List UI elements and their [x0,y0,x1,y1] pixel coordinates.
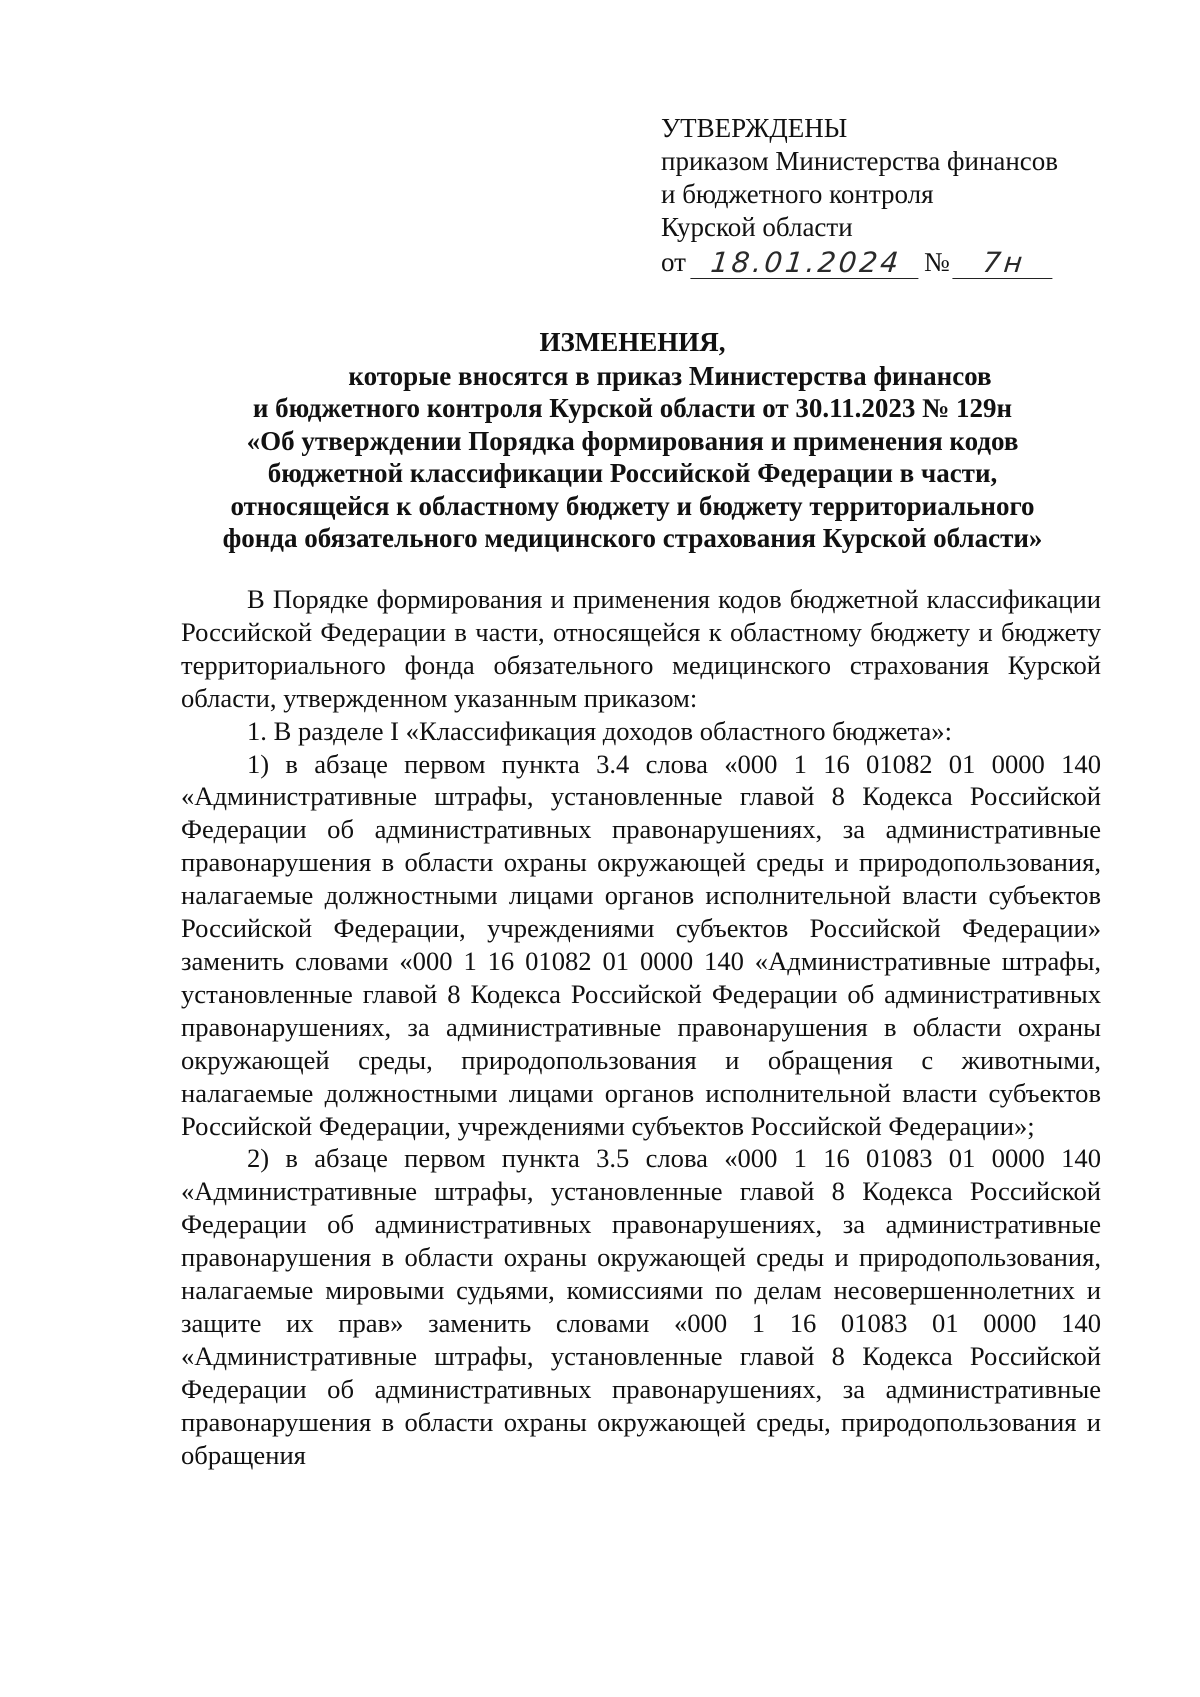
intro-paragraph: В Порядке формирования и применения кодов бюджетной классификации Российской Федерации в части, относящейся к областному бюджету и бюджету территориального фонда обязательного медицинского страхования Курской области, утвержденном указанным приказом: [181,584,1101,713]
handwritten-date: 18.01.2024 [690,248,921,279]
section-1-heading: 1. В разделе I «Классификация доходов областного бюджета»: [247,715,952,746]
approval-line: приказом Министерства финансов [661,146,1059,176]
handwritten-number: 7н [952,248,1055,279]
title-line: бюджетной классификации Российской Федерации в части, [267,458,998,488]
date-prefix: от [661,247,686,277]
number-sign: № [923,247,950,277]
item-1-paragraph: 1) в абзаце первом пункта 3.4 слова «000 1 16 01082 01 0000 140 «Административные штрафы, установленные главой 8 Кодекса Российской Федерации об административных правонарушениях, за административные правонарушения в области охраны окружающей среды и природопользования, налагаемые должностными лицами органов исполнительной власти субъектов Российской Федерации, учреждениями субъектов Российской Федерации» заменить словами «000 1 16 01082 01 0000 140 «Административные штрафы, установленные главой 8 Кодекса Российской Федерации об административных правонарушениях, за административные правонарушения в области охраны окружающей среды, природопользования и обращения с животными, налагаемые должностными лицами органов исполнительной власти субъектов Российской Федерации, учреждениями субъектов Российской Федерации»; [181,748,1101,1141]
item-2-paragraph: 2) в абзаце первом пункта 3.5 слова «000 1 16 01083 01 0000 140 «Административные штрафы, установленные главой 8 Кодекса Российской Федерации об административных правонарушениях, за административные правонарушения в области охраны окружающей среды и природопользования, налагаемые мировыми судьями, комиссиями по делам несовершеннолетних и защите их прав» заменить словами «000 1 16 01083 01 0000 140 «Административные штрафы, установленные главой 8 Кодекса Российской Федерации об административных правонарушениях, за административные правонарушения в области охраны окружающей среды, природопользования и обращения [181,1143,1101,1470]
title-line: «Об утверждении Порядка формирования и применения кодов [246,425,1019,456]
approval-date-line [661,246,1101,279]
title-line: и бюджетного контроля Курской области от 30.11.2023 № 129н [252,393,1013,423]
document-title [160,326,1105,555]
approval-heading: УТВЕРЖДЕНЫ [661,113,848,143]
title-line: которые вносятся в приказ Министерства финансов [348,360,992,391]
approval-line: Курской области [661,212,853,242]
document-body [181,583,1101,1471]
title-line: фонда обязательного медицинского страхования Курской области» [222,523,1043,553]
approval-block [661,112,1101,279]
title-heading: ИЗМЕНЕНИЯ, [539,327,726,357]
approval-line: и бюджетного контроля [661,179,934,209]
title-line: относящейся к областному бюджету и бюджету территориального [230,490,1035,521]
